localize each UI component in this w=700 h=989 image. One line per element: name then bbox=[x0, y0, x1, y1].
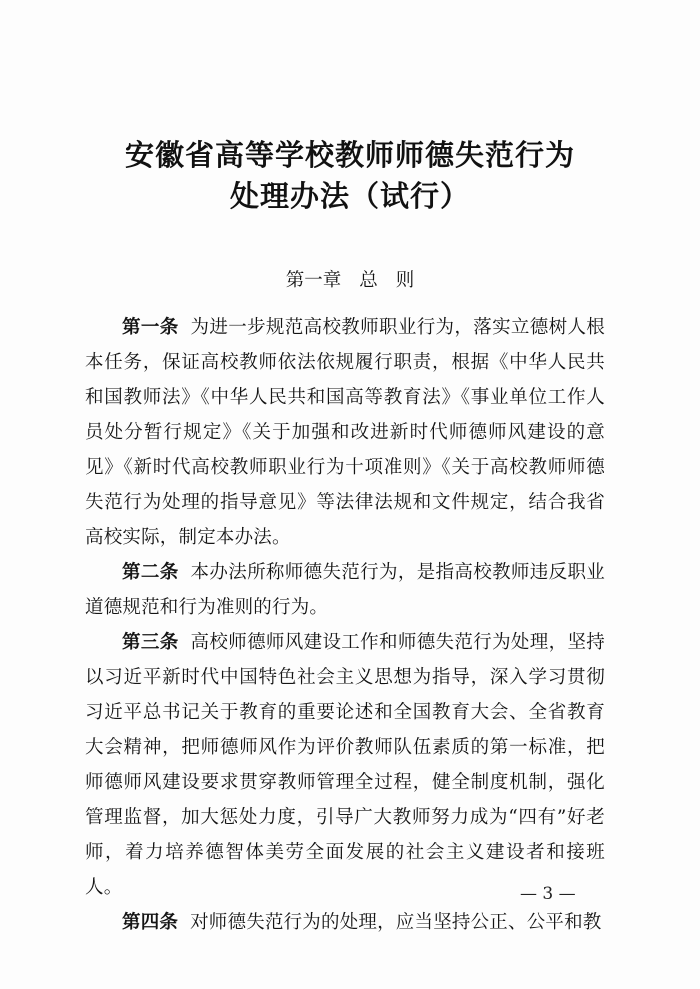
article-4 bbox=[85, 905, 605, 940]
chapter-heading bbox=[0, 268, 700, 294]
article-label: 第一条 bbox=[122, 317, 179, 338]
chapter-title-char-1: 总 bbox=[359, 270, 378, 291]
article-text: 对师德失范行为的处理，应当坚持公正、公平和教 bbox=[190, 912, 602, 933]
article-label: 第三条 bbox=[122, 632, 179, 653]
article-3 bbox=[85, 625, 605, 905]
article-label: 第四条 bbox=[122, 912, 179, 933]
article-label: 第二条 bbox=[122, 562, 179, 583]
document-title-line-1: 安徽省高等学校教师师德失范行为 bbox=[124, 138, 575, 172]
article-2 bbox=[85, 555, 605, 625]
document-body bbox=[85, 310, 605, 940]
article-1 bbox=[85, 310, 605, 555]
page-number: — 3 — bbox=[520, 884, 576, 904]
article-text: 本办法所称师德失范行为，是指高校教师违反职业道德规范和行为准则的行为。 bbox=[85, 562, 605, 618]
article-text: 高校师德师风建设工作和师德失范行为处理，坚持以习近平新时代中国特色社会主义思想为指导，深入学习贯彻习近平总书记关于教育的重要论述和全国教育大会、全省教育大会精神，把师德师风作为评价教师队伍素质的第一标准，把师德师风建设要求贯穿教师管理全过程，健全制度机制，强化管理监督，加大惩处力度，引导广大教师努力成为“四有”好老师，着力培养德智体美劳全面发展的社会主义建设者和接班人。 bbox=[85, 632, 605, 898]
chapter-number: 第一章 bbox=[285, 270, 342, 291]
chapter-title-char-2: 则 bbox=[395, 270, 415, 291]
article-text: 为进一步规范高校教师职业行为，落实立德树人根本任务，保证高校教师依法依规履行职责，根据《中华人民共和国教师法》《中华人民共和国高等教育法》《事业单位工作人员处分暂行规定》《关于加强和改进新时代师德师风建设的意见》《新时代高校教师职业行为十项准则》《关于高校教师师德失范行为处理的指导意见》等法律法规和文件规定，结合我省高校实际，制定本办法。 bbox=[85, 317, 605, 548]
document-title-line-2: 处理办法（试行） bbox=[229, 179, 470, 213]
